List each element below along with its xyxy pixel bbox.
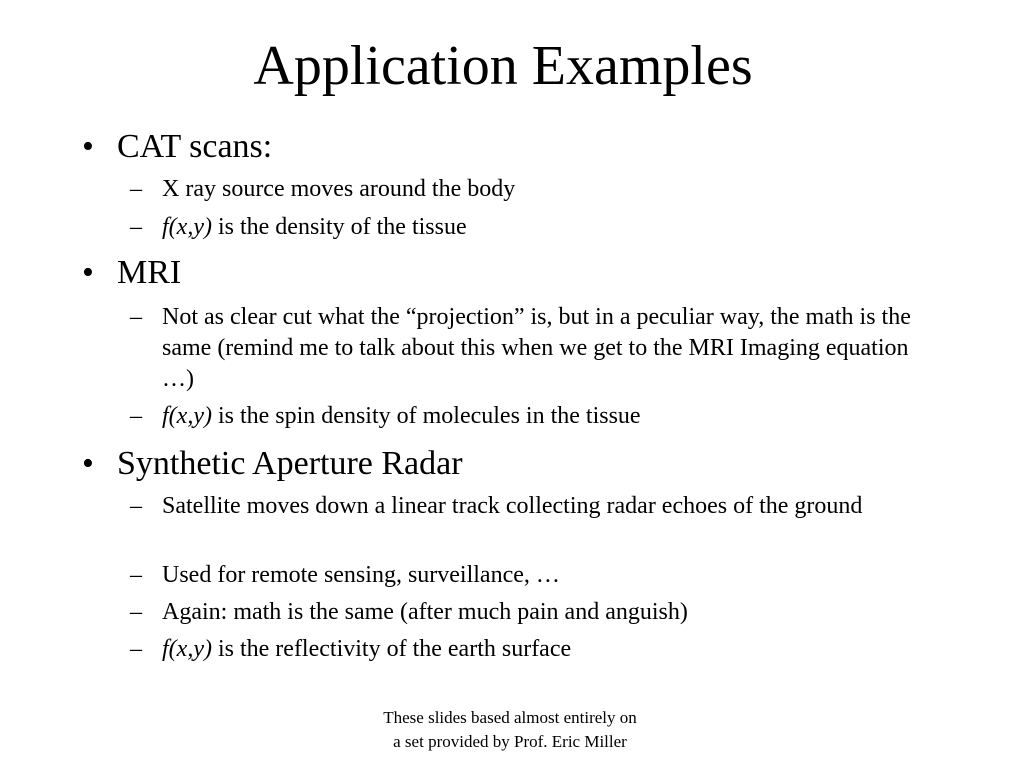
footer-line: These slides based almost entirely on bbox=[383, 708, 637, 727]
sub-item-text: Used for remote sensing, surveillance, … bbox=[162, 562, 560, 588]
sub-item bbox=[130, 212, 930, 243]
bullet-mark: • bbox=[82, 445, 94, 482]
sub-item-text bbox=[162, 212, 930, 243]
bullet-mark: • bbox=[82, 254, 94, 291]
dash-mark: – bbox=[130, 636, 142, 662]
dash-mark: – bbox=[130, 304, 142, 330]
sub-item bbox=[130, 597, 930, 628]
slide-footer bbox=[330, 706, 690, 754]
sub-item-text: Not as clear cut what the “projection” is, but in a peculiar way, the math is the same (remind me to talk about this when we get to the MRI Imaging equation …) bbox=[162, 304, 911, 392]
function-italic: f(x,y) bbox=[162, 636, 212, 662]
sub-item-text: Again: math is the same (after much pain and anguish) bbox=[162, 599, 688, 625]
dash-mark: – bbox=[130, 176, 142, 202]
slide-title: Application Examples bbox=[253, 35, 753, 97]
sub-item bbox=[130, 174, 930, 205]
sub-item bbox=[130, 634, 930, 665]
bullet-text: CAT scans: bbox=[117, 128, 273, 165]
dash-mark: – bbox=[130, 214, 142, 240]
sub-item-rest: is the spin density of molecules in the tissue bbox=[211, 403, 641, 429]
footer-line: a set provided by Prof. Eric Miller bbox=[393, 732, 627, 751]
dash-mark: – bbox=[130, 403, 142, 429]
sub-item bbox=[130, 491, 930, 522]
bullet-text: MRI bbox=[117, 254, 182, 291]
dash-mark: – bbox=[130, 599, 142, 625]
sub-item-text: Satellite moves down a linear track collecting radar echoes of the ground bbox=[162, 493, 863, 519]
dash-mark: – bbox=[130, 562, 142, 588]
sub-item-text: X ray source moves around the body bbox=[162, 176, 516, 202]
sub-item-text bbox=[162, 634, 930, 665]
bullet-text: Synthetic Aperture Radar bbox=[117, 445, 463, 482]
sub-item bbox=[130, 302, 930, 395]
sub-item-rest: is the reflectivity of the earth surface bbox=[211, 636, 572, 662]
function-italic: f(x,y) bbox=[162, 214, 212, 240]
bullet-mark: • bbox=[82, 128, 94, 165]
sub-item-text bbox=[162, 401, 930, 432]
sub-item bbox=[130, 401, 930, 432]
sub-item bbox=[130, 560, 930, 591]
dash-mark: – bbox=[130, 493, 142, 519]
function-italic: f(x,y) bbox=[162, 403, 212, 429]
sub-item-rest: is the density of the tissue bbox=[211, 214, 467, 240]
